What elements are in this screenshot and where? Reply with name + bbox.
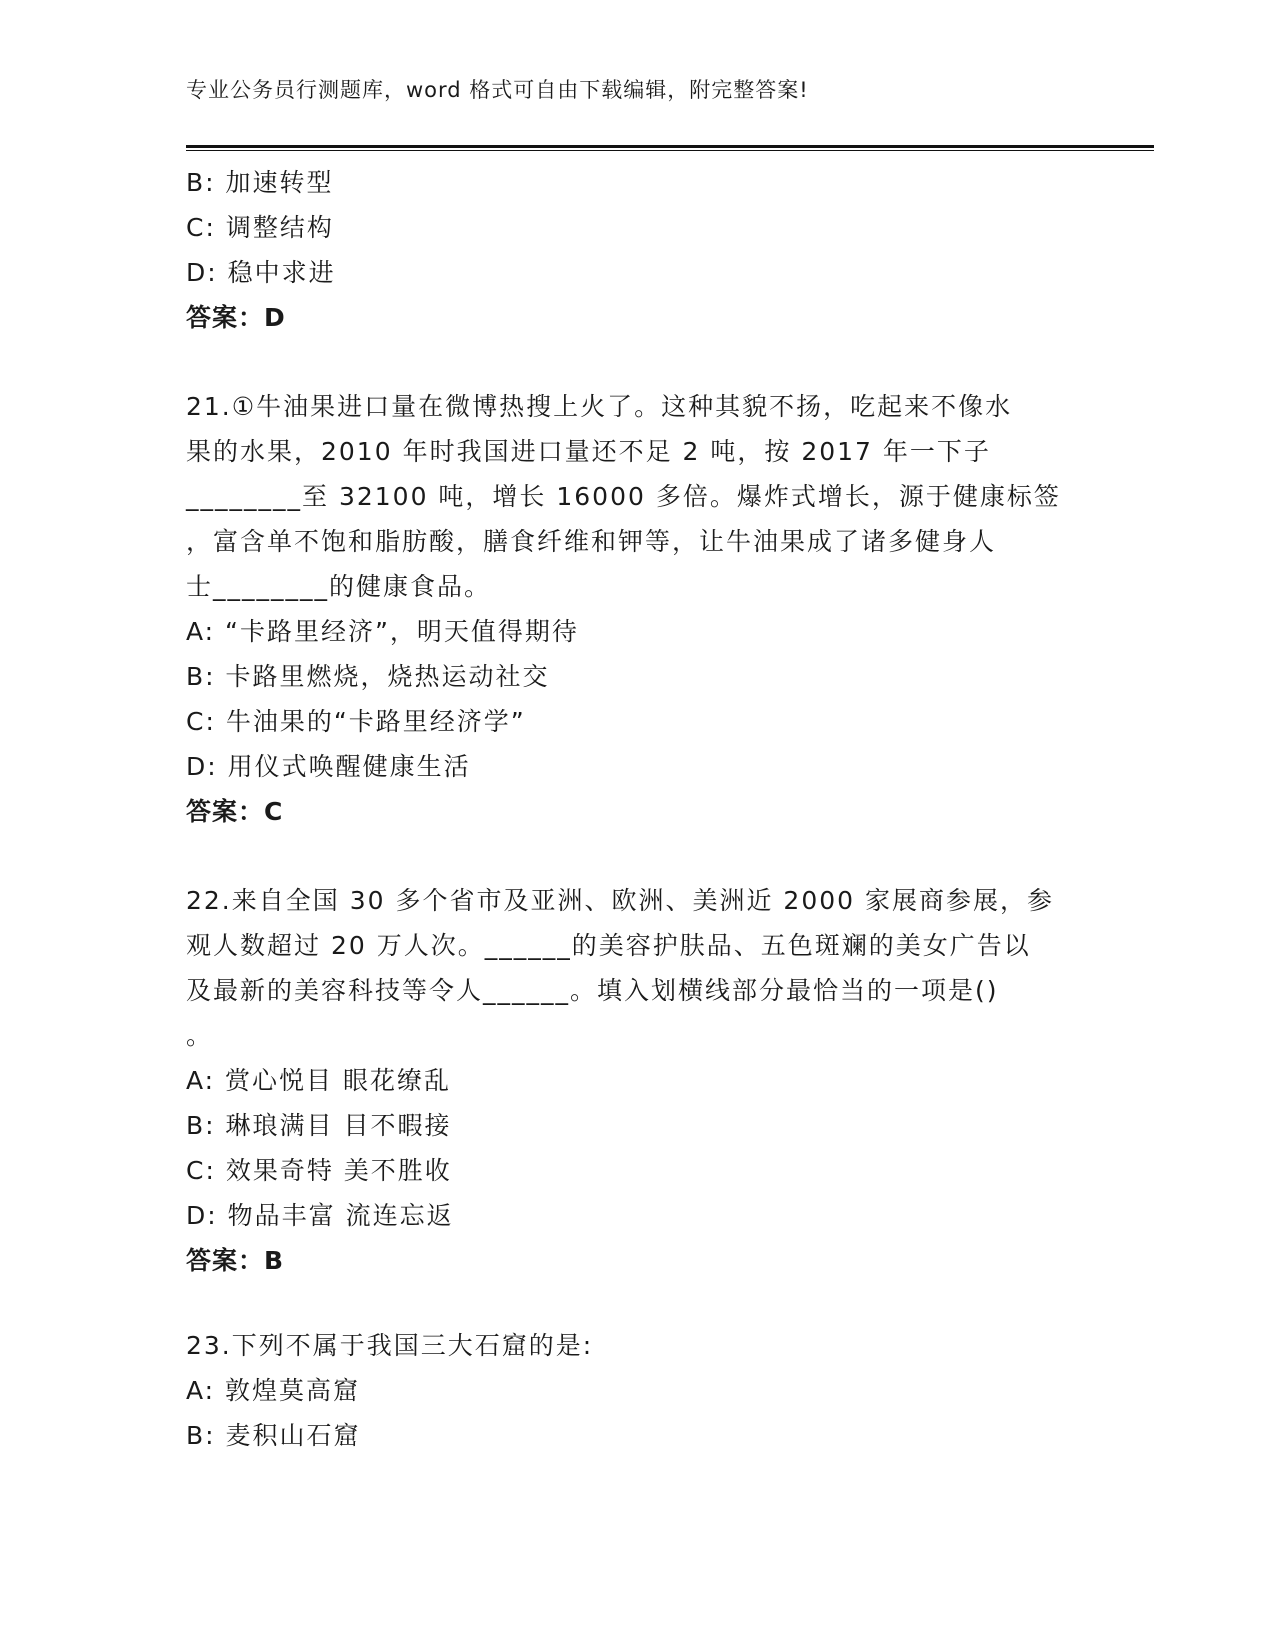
option-a: A: “卡路里经济”，明天值得期待 <box>186 617 579 646</box>
question-stem-line: ，富含单不饱和脂肪酸，膳食纤维和钾等，让牛油果成了诸多健身人 <box>186 527 997 556</box>
option-d: D: 物品丰富 流连忘返 <box>186 1201 454 1230</box>
option-b: B: 麦积山石窟 <box>186 1421 361 1450</box>
option-a: A: 敦煌莫高窟 <box>186 1376 361 1405</box>
question-22 <box>186 878 1066 1283</box>
option-b: B: 琳琅满目 目不暇接 <box>186 1111 452 1140</box>
option-c: C: 调整结构 <box>186 213 334 242</box>
option-b: B: 加速转型 <box>186 168 334 197</box>
question-stem-line: 21.①牛油果进口量在微博热搜上火了。这种其貌不扬，吃起来不像水 <box>186 392 1013 421</box>
question-stem-line: 果的水果，2010 年时我国进口量还不足 2 吨，按 2017 年一下子 <box>186 437 991 466</box>
header-rule-thin <box>186 150 1154 151</box>
question-stem-line: 23.下列不属于我国三大石窟的是: <box>186 1331 594 1360</box>
question-stem-line: 观人数超过 20 万人次。______的美容护肤品、五色斑斓的美女广告以 <box>186 931 1031 960</box>
option-a: A: 赏心悦目 眼花缭乱 <box>186 1066 451 1095</box>
question-stem-line: 22.来自全国 30 多个省市及亚洲、欧洲、美洲近 2000 家展商参展，参 <box>186 886 1054 915</box>
question-stem-line: ________至 32100 吨，增长 16000 多倍。爆炸式增长，源于健康标签 <box>186 482 1061 511</box>
question-21 <box>186 384 1066 834</box>
spacer <box>186 340 1066 384</box>
spacer <box>186 1283 1066 1323</box>
header-rule-thick <box>186 145 1154 148</box>
spacer <box>186 834 1066 878</box>
page-header: 专业公务员行测题库，word 格式可自由下载编辑，附完整答案! <box>186 78 809 102</box>
question-20-tail <box>186 160 1066 340</box>
question-stem-line: 士________的健康食品。 <box>186 572 492 601</box>
option-d: D: 稳中求进 <box>186 258 336 287</box>
question-stem-line: 。 <box>186 1021 214 1050</box>
question-23 <box>186 1323 1066 1458</box>
option-c: C: 牛油果的“卡路里经济学” <box>186 707 526 736</box>
answer-line: 答案：D <box>186 303 286 332</box>
document-content <box>186 160 1066 1458</box>
question-stem-line: 及最新的美容科技等令人______。填入划横线部分最恰当的一项是() <box>186 976 999 1005</box>
answer-line: 答案：C <box>186 797 284 826</box>
answer-line: 答案：B <box>186 1246 285 1275</box>
option-c: C: 效果奇特 美不胜收 <box>186 1156 452 1185</box>
option-d: D: 用仪式唤醒健康生活 <box>186 752 471 781</box>
option-b: B: 卡路里燃烧，烧热运动社交 <box>186 662 550 691</box>
